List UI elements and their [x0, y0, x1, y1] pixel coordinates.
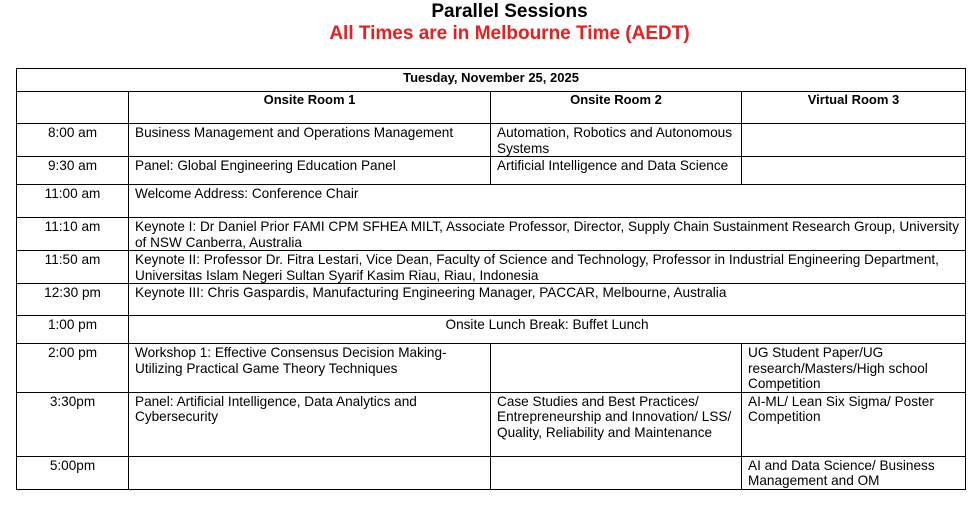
page-title: Parallel Sessions — [431, 1, 588, 22]
table-row — [17, 316, 966, 344]
session-cell: AI and Data Science/ Business Management and OM — [742, 456, 966, 489]
session-cell: Panel: Global Engineering Education Panel — [129, 157, 491, 185]
plenary-cell: Keynote III: Chris Gaspardis, Manufacturing Engineering Manager, PACCAR, Melbourne, Australia — [129, 284, 966, 316]
table-row — [17, 251, 966, 284]
lunch-break-cell: Onsite Lunch Break: Buffet Lunch — [129, 316, 966, 344]
session-cell — [742, 124, 966, 157]
date-row — [17, 69, 966, 92]
session-time: 12:30 pm — [17, 284, 129, 316]
table-row — [17, 284, 966, 316]
schedule-date: Tuesday, November 25, 2025 — [17, 69, 966, 92]
session-cell: Artificial Intelligence and Data Science — [491, 157, 742, 185]
room-header: Virtual Room 3 — [742, 92, 966, 124]
plenary-cell: Keynote I: Dr Daniel Prior FAMI CPM SFHEA MILT, Associate Professor, Director, Supply Chain Sustainment Research Group, University of NSW Canberra, Australia — [129, 218, 966, 251]
session-cell: Automation, Robotics and Autonomous Systems — [491, 124, 742, 157]
session-time: 11:10 am — [17, 218, 129, 251]
session-time: 11:00 am — [17, 185, 129, 218]
session-time: 2:00 pm — [17, 344, 129, 393]
session-time: 3:30pm — [17, 392, 129, 456]
session-cell: Panel: Artificial Intelligence, Data Analytics and Cybersecurity — [129, 392, 491, 456]
session-cell: AI-ML/ Lean Six Sigma/ Poster Competition — [742, 392, 966, 456]
room-header: Onsite Room 2 — [491, 92, 742, 124]
session-time: 8:00 am — [17, 124, 129, 157]
session-cell: Workshop 1: Effective Consensus Decision Making- Utilizing Practical Game Theory Techniques — [129, 344, 491, 393]
session-cell: Business Management and Operations Management — [129, 124, 491, 157]
session-cell: Case Studies and Best Practices/ Entrepreneurship and Innovation/ LSS/ Quality, Reliability and Maintenance — [491, 392, 742, 456]
room-header: Onsite Room 1 — [129, 92, 491, 124]
table-row — [17, 185, 966, 218]
schedule-table — [16, 68, 966, 490]
time-column-header — [17, 92, 129, 124]
session-time: 9:30 am — [17, 157, 129, 185]
header-row — [17, 92, 966, 124]
session-cell — [491, 344, 742, 393]
table-row — [17, 157, 966, 185]
table-row — [17, 124, 966, 157]
session-cell: UG Student Paper/UG research/Masters/High school Competition — [742, 344, 966, 393]
session-time: 1:00 pm — [17, 316, 129, 344]
session-time: 11:50 am — [17, 251, 129, 284]
session-cell — [491, 456, 742, 489]
table-row — [17, 218, 966, 251]
table-row — [17, 456, 966, 489]
session-cell — [742, 157, 966, 185]
timezone-notice: All Times are in Melbourne Time (AEDT) — [329, 23, 690, 44]
session-time: 5:00pm — [17, 456, 129, 489]
table-row — [17, 392, 966, 456]
table-row — [17, 344, 966, 393]
session-cell — [129, 456, 491, 489]
plenary-cell: Welcome Address: Conference Chair — [129, 185, 966, 218]
plenary-cell: Keynote II: Professor Dr. Fitra Lestari, Vice Dean, Faculty of Science and Technology, Professor in Industrial Engineering Department, Universitas Islam Negeri Sultan Syarif Kasim Riau, Riau, Indonesia — [129, 251, 966, 284]
